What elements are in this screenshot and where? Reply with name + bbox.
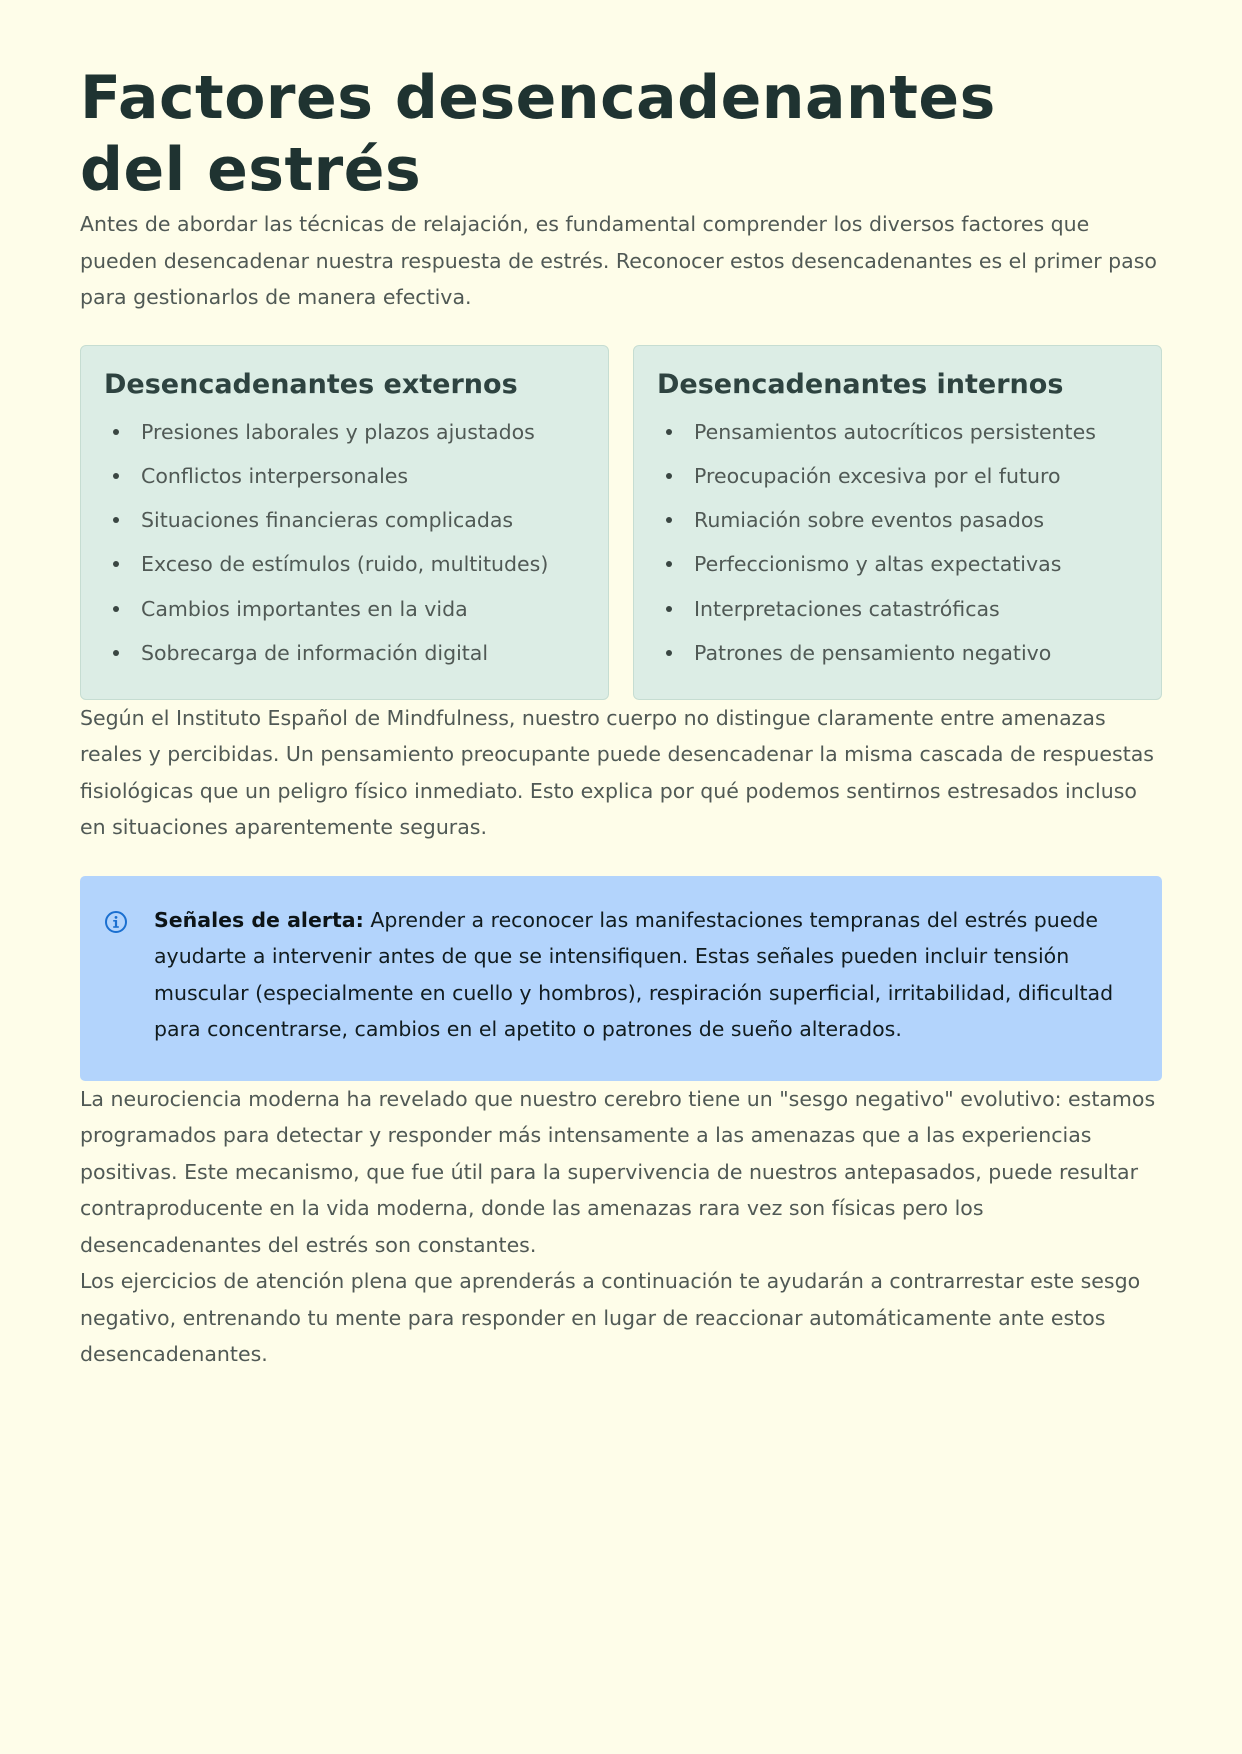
bullet-icon xyxy=(666,473,672,479)
list-item-text: Perfeccionismo y altas expectativas xyxy=(694,552,1062,577)
list-item xyxy=(657,410,1138,454)
list-item xyxy=(657,498,1138,542)
list-item-text: Cambios importantes en la vida xyxy=(141,596,468,621)
list-item xyxy=(104,454,585,498)
list-item-text: Patrones de pensamiento negativo xyxy=(694,640,1052,665)
info-icon xyxy=(104,910,128,934)
internal-triggers-heading: Desencadenantes internos xyxy=(657,368,1064,400)
list-item-text: Pensamientos autocríticos persistentes xyxy=(694,419,1096,444)
intro-paragraph: Antes de abordar las técnicas de relajación, es fundamental comprender los diversos factores que pueden desencadenar nuestra respuesta de estrés. Reconocer estos desencadenantes es el primer paso para gestionarlos de manera efectiva. xyxy=(80,212,1157,309)
bullet-icon xyxy=(113,429,119,435)
list-item-text: Preocupación excesiva por el futuro xyxy=(694,463,1061,488)
list-item-text: Sobrecarga de información digital xyxy=(141,640,489,665)
alert-callout xyxy=(80,876,1162,1081)
trigger-cards xyxy=(80,345,1162,700)
bullet-icon xyxy=(113,473,119,479)
bullet-icon xyxy=(666,561,672,567)
bullet-icon xyxy=(666,429,672,435)
bullet-icon xyxy=(113,517,119,523)
external-triggers-card xyxy=(80,345,609,700)
list-item xyxy=(104,542,585,586)
bullet-icon xyxy=(666,650,672,656)
list-item-text: Presiones laborales y plazos ajustados xyxy=(141,419,535,444)
exercises-paragraph: Los ejercicios de atención plena que aprenderás a continuación te ayudarán a contrarrestar este sesgo negativo, entrenando tu mente para responder en lugar de reaccionar automáticamente ante estos desencadenantes. xyxy=(80,1269,1141,1366)
bullet-icon xyxy=(113,650,119,656)
bullet-icon xyxy=(113,561,119,567)
mindfulness-institute-paragraph: Según el Instituto Español de Mindfulness, nuestro cuerpo no distingue claramente entre amenazas reales y percibidas. Un pensamiento preocupante puede desencadenar la misma cascada de respuestas fisiológicas que un peligro físico inmediato. Esto explica por qué podemos sentirnos estresados incluso en situaciones aparentemente seguras. xyxy=(80,705,1154,839)
alert-label: Señales de alerta: xyxy=(154,907,364,932)
bullet-icon xyxy=(666,517,672,523)
page-title: Factores desencadenantes del estrés xyxy=(80,63,996,205)
list-item xyxy=(657,454,1138,498)
list-item xyxy=(657,631,1138,675)
bullet-icon xyxy=(666,606,672,612)
list-item xyxy=(657,542,1138,586)
neuroscience-paragraph: La neurociencia moderna ha revelado que nuestro cerebro tiene un "sesgo negativo" evolutivo: estamos programados para detectar y responder más intensamente a las amenazas que a las experiencias positivas. Este mecanismo, que fue útil para la supervivencia de nuestros antepasados, puede resultar contraproducente en la vida moderna, donde las amenazas rara vez son físicas pero los desencadenantes del estrés son constantes. xyxy=(80,1086,1156,1257)
internal-triggers-list xyxy=(657,410,1138,676)
list-item xyxy=(104,587,585,631)
external-triggers-list xyxy=(104,410,585,676)
bullet-icon xyxy=(113,606,119,612)
external-triggers-heading: Desencadenantes externos xyxy=(104,368,518,400)
list-item xyxy=(104,410,585,454)
list-item-text: Situaciones financieras complicadas xyxy=(141,508,514,533)
list-item-text: Rumiación sobre eventos pasados xyxy=(694,508,1045,533)
list-item-text: Exceso de estímulos (ruido, multitudes) xyxy=(141,552,549,577)
list-item-text: Conflictos interpersonales xyxy=(141,463,409,488)
list-item xyxy=(104,631,585,675)
list-item xyxy=(104,498,585,542)
list-item xyxy=(657,587,1138,631)
alert-text: Aprender a reconocer las manifestaciones tempranas del estrés puede ayudarte a intervenir antes de que se intensifiquen. Estas señales pueden incluir tensión muscular (especialmente en cuello y hombros), respiración superficial, irritabilidad, dificultad para concentrarse, cambios en el apetito o patrones de sueño alterados. xyxy=(154,907,1114,1041)
list-item-text: Interpretaciones catastróficas xyxy=(694,596,1000,621)
internal-triggers-card xyxy=(633,345,1162,700)
